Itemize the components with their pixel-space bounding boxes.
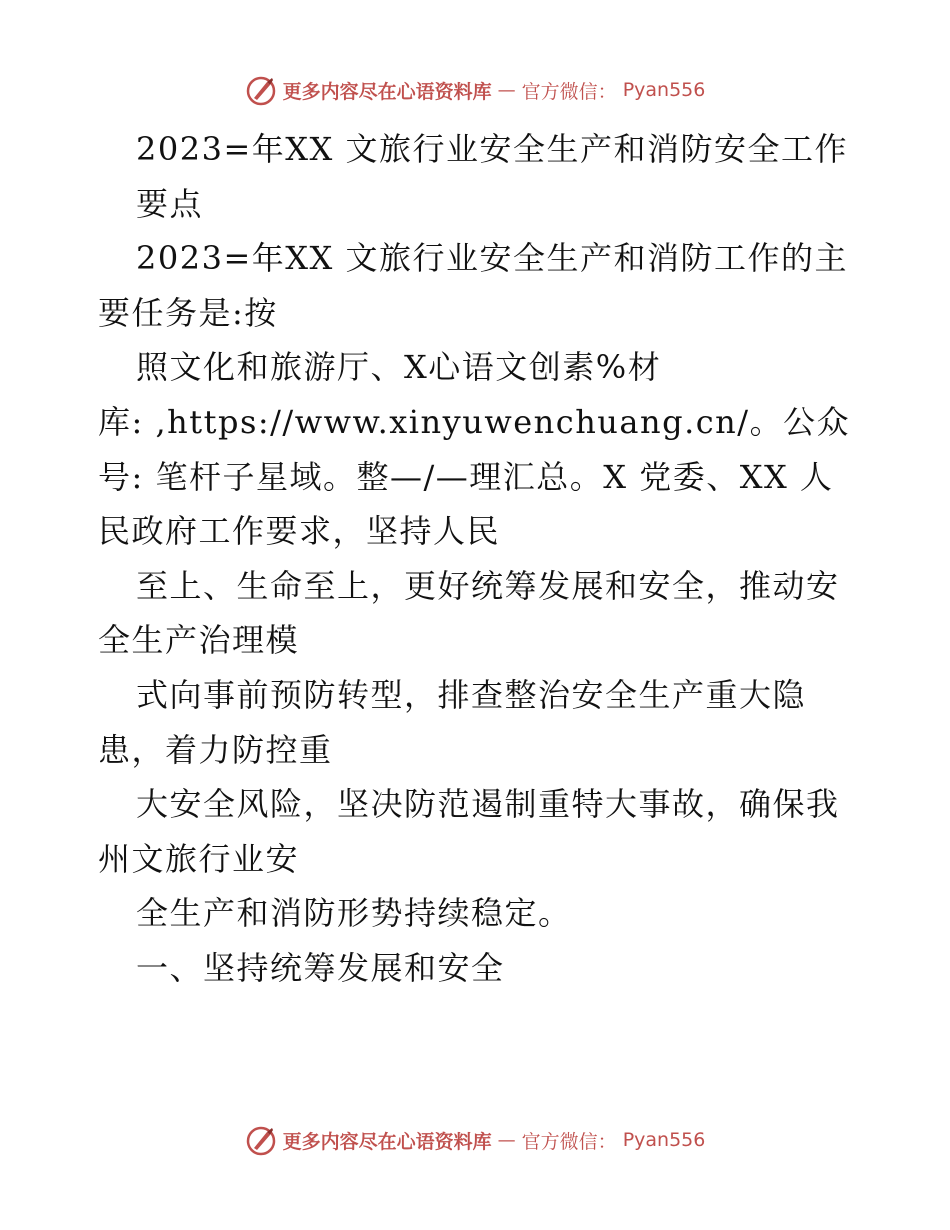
quill-logo-icon xyxy=(245,74,277,106)
watermark-brand: 更多内容尽在心语资料库 xyxy=(282,1130,492,1153)
doc-line: 州文旅行业安 xyxy=(98,839,300,878)
watermark-brand: 更多内容尽在心语资料库 xyxy=(282,80,492,103)
doc-line: 2023=年XX 文旅行业安全生产和消防工作的主 xyxy=(136,239,848,278)
watermark-wechat-id: Pyan556 xyxy=(622,79,706,101)
doc-line: 全生产和消防形势持续稳定。 xyxy=(136,894,572,933)
doc-line: 式向事前预防转型，排查整治安全生产重大隐 xyxy=(136,675,807,714)
doc-line: 要点 xyxy=(136,184,204,223)
document-body xyxy=(98,122,898,996)
doc-section-heading: 一、坚持统筹发展和安全 xyxy=(136,948,505,987)
watermark-wechat-label: 官方微信： xyxy=(521,80,617,103)
doc-line: 民政府工作要求，坚持人民 xyxy=(98,512,501,551)
doc-line: 全生产治理模 xyxy=(98,621,300,660)
watermark-banner-top xyxy=(0,70,950,110)
doc-line: 大安全风险，坚决防范遏制重特大事故，确保我 xyxy=(136,785,840,824)
watermark-separator: — xyxy=(497,1129,516,1151)
doc-line: 2023=年XX 文旅行业安全生产和消防安全工作 xyxy=(136,130,848,168)
doc-line: 至上、生命至上，更好统筹发展和安全，推动安 xyxy=(136,566,840,605)
doc-line: 库: ,https://www.xinyuwenchuang.cn/。公众 xyxy=(98,402,851,441)
watermark-banner-bottom xyxy=(0,1120,950,1160)
doc-line: 患，着力防控重 xyxy=(98,730,333,769)
quill-logo-icon xyxy=(245,1124,277,1156)
watermark-wechat-label: 官方微信： xyxy=(521,1130,617,1153)
doc-line: 号: 笔杆子星域。整—/—理汇总。X 党委、XX 人 xyxy=(98,457,834,496)
watermark-wechat-id: Pyan556 xyxy=(622,1129,706,1151)
watermark-separator: — xyxy=(497,79,516,101)
doc-line: 照文化和旅游厅、X心语文创素%材 xyxy=(136,348,662,387)
doc-line: 要任务是:按 xyxy=(98,293,278,332)
